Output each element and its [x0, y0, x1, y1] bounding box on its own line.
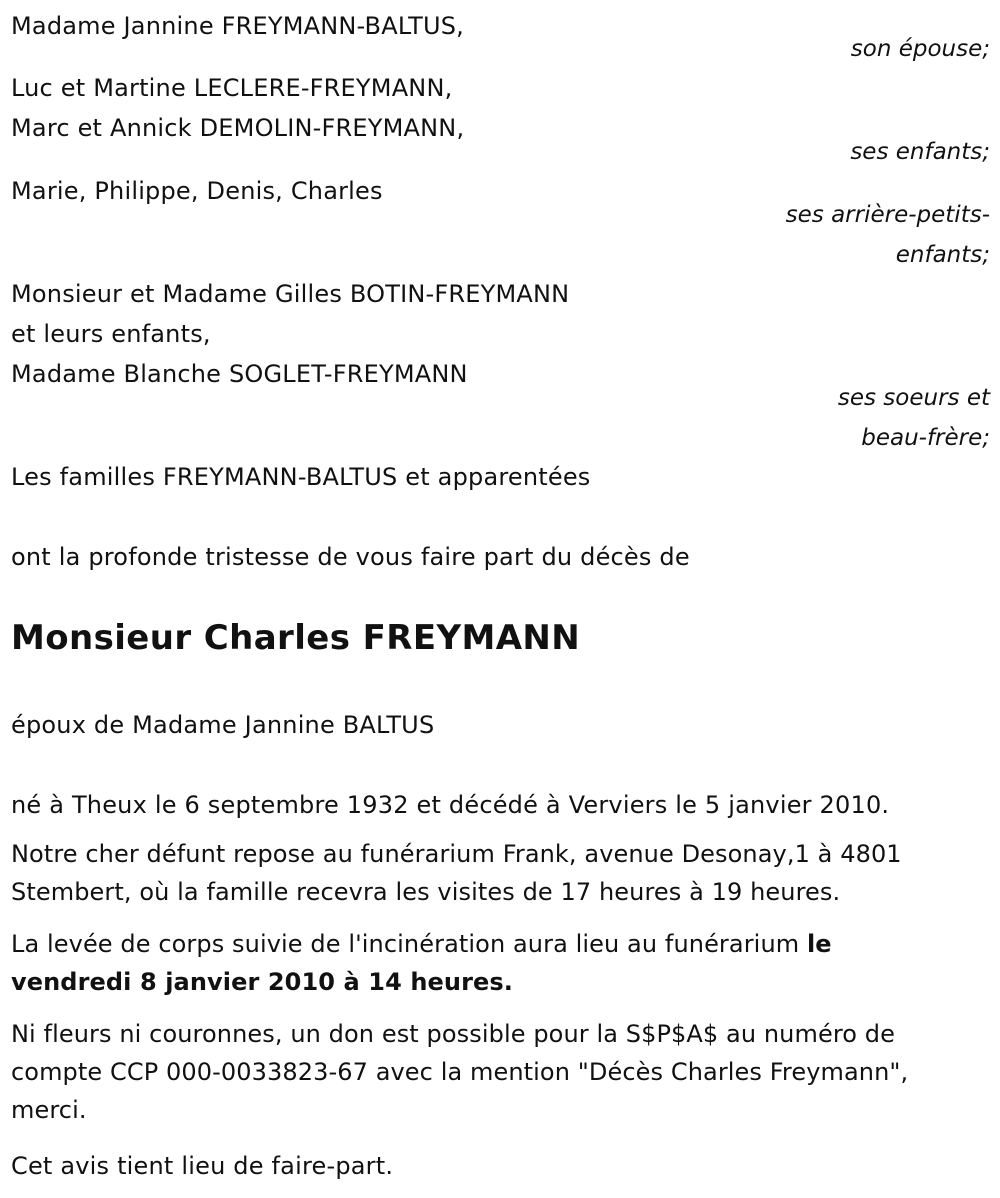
donation-line-3: merci. — [11, 1096, 87, 1124]
spouse-name: Madame Jannine FREYMANN-BALTUS, — [11, 12, 464, 40]
extended-families: Les familles FREYMANN-BALTUS et apparentées — [11, 463, 591, 491]
spouse-relation: son épouse; — [850, 36, 990, 62]
children-relation: ses enfants; — [850, 139, 990, 165]
birth-death-info: né à Theux le 6 septembre 1932 et décédé à Verviers le 5 janvier 2010. — [11, 791, 890, 819]
sibling-line-3: Madame Blanche SOGLET-FREYMANN — [11, 360, 468, 388]
siblings-relation-line-2: beau-frère; — [861, 425, 990, 451]
ceremony-line-1-bold: le — [806, 930, 832, 958]
great-grandchildren-relation-line-1: ses arrière-petits- — [785, 202, 990, 228]
ceremony-line-1 — [11, 925, 991, 963]
repose-paragraph — [11, 835, 991, 911]
donation-paragraph — [11, 1015, 991, 1129]
child-2-name: Marc et Annick DEMOLIN-FREYMANN, — [11, 114, 465, 142]
ceremony-line-2 — [11, 963, 991, 1001]
siblings-relation-line-1: ses soeurs et — [837, 385, 990, 411]
repose-line-2: Stembert, où la famille recevra les visites de 17 heures à 19 heures. — [11, 878, 841, 906]
ceremony-line-1-text: La levée de corps suivie de l'incinération aura lieu au funérarium — [11, 930, 807, 958]
announcement-text: ont la profonde tristesse de vous faire part du décès de — [11, 543, 690, 571]
ceremony-date-time: vendredi 8 janvier 2010 à 14 heures. — [11, 968, 513, 996]
great-grandchildren-names: Marie, Philippe, Denis, Charles — [11, 177, 383, 205]
deceased-name: Monsieur Charles FREYMANN — [11, 618, 581, 658]
donation-line-1: Ni fleurs ni couronnes, un don est possible pour la S$P$A$ au numéro de — [11, 1020, 895, 1048]
child-1-name: Luc et Martine LECLERE-FREYMANN, — [11, 74, 453, 102]
donation-line-2: compte CCP 000-0033823-67 avec la mention "Décès Charles Freymann", — [11, 1058, 909, 1086]
deceased-spouse-of: époux de Madame Jannine BALTUS — [11, 711, 435, 739]
ceremony-paragraph — [11, 925, 991, 1001]
great-grandchildren-relation-line-2: enfants; — [895, 242, 990, 268]
closing-note: Cet avis tient lieu de faire-part. — [11, 1152, 394, 1180]
sibling-line-1: Monsieur et Madame Gilles BOTIN-FREYMANN — [11, 280, 570, 308]
sibling-line-2: et leurs enfants, — [11, 320, 211, 348]
repose-line-1: Notre cher défunt repose au funérarium Frank, avenue Desonay,1 à 4801 — [11, 840, 902, 868]
